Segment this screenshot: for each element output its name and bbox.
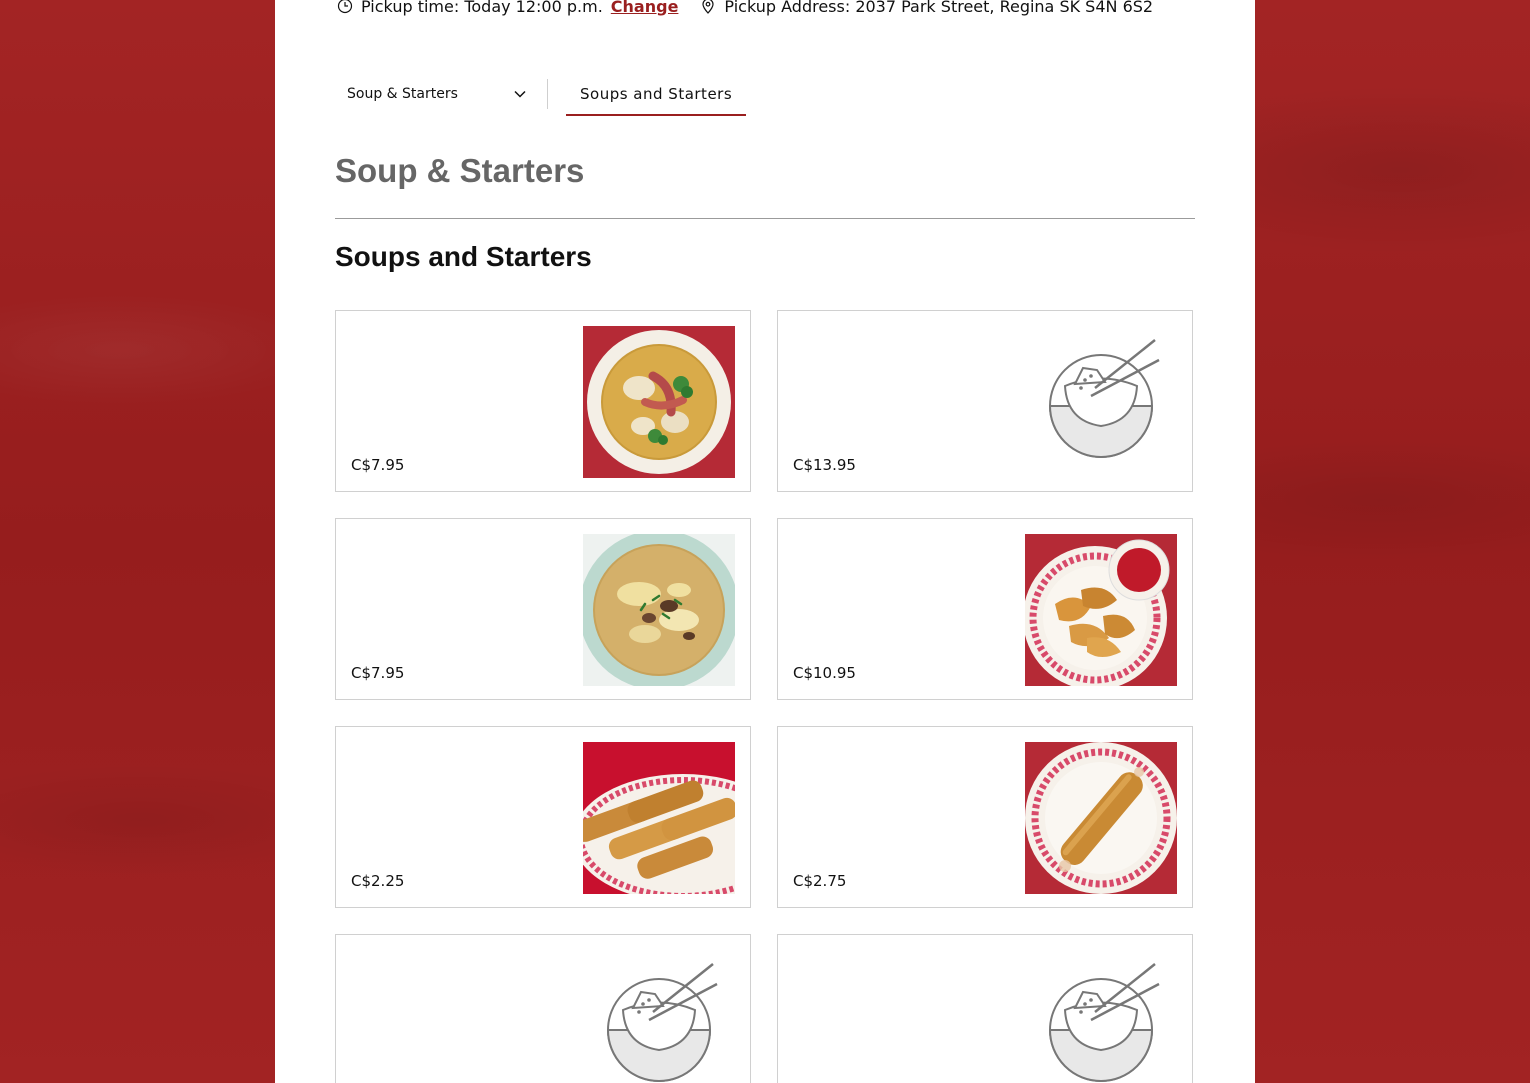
change-pickup-link[interactable]: Change xyxy=(610,0,679,16)
item-price: C$7.95 xyxy=(351,456,405,474)
menu-item-card[interactable] xyxy=(777,518,1193,700)
menu-select-dropdown[interactable] xyxy=(335,74,539,114)
menu-select-label: Soup & Starters xyxy=(347,86,458,102)
item-price: C$2.75 xyxy=(793,872,847,890)
spring-roll-photo xyxy=(1025,742,1177,894)
pickup-address-text: Pickup Address: 2037 Park Street, Regina SK S4N 6S2 xyxy=(724,0,1154,16)
item-price: C$2.25 xyxy=(351,872,405,890)
menu-item-card[interactable] xyxy=(335,310,751,492)
menu-item-card[interactable] xyxy=(777,726,1193,908)
menu-item-card[interactable] xyxy=(777,934,1193,1083)
egg-drop-soup-photo xyxy=(583,534,735,686)
wonton-soup-photo xyxy=(583,326,735,478)
section-title: Soups and Starters xyxy=(335,241,592,272)
fried-wonton-photo xyxy=(1025,534,1177,686)
egg-rolls-photo xyxy=(583,742,735,894)
menu-item-card[interactable] xyxy=(335,726,751,908)
menu-page xyxy=(275,0,1255,1083)
tab-soups-and-starters[interactable]: Soups and Starters xyxy=(566,74,746,114)
divider xyxy=(335,218,1195,219)
nav-divider xyxy=(547,79,548,109)
placeholder-bowl-icon xyxy=(583,950,735,1083)
location-pin-icon xyxy=(700,0,716,14)
menu-item-card[interactable] xyxy=(335,518,751,700)
pickup-time-text: Pickup time: Today 12:00 p.m. xyxy=(361,0,603,16)
menu-item-card[interactable] xyxy=(777,310,1193,492)
pickup-info-bar xyxy=(337,0,1153,18)
pickup-address xyxy=(700,0,1153,16)
clock-icon xyxy=(337,0,353,14)
chevron-down-icon xyxy=(513,87,527,101)
item-price: C$13.95 xyxy=(793,456,856,474)
item-price: C$10.95 xyxy=(793,664,856,682)
menu-title: Soup & Starters xyxy=(335,152,585,189)
placeholder-bowl-icon xyxy=(1025,950,1177,1083)
menu-item-card[interactable] xyxy=(335,934,751,1083)
item-price: C$7.95 xyxy=(351,664,405,682)
placeholder-bowl-icon xyxy=(1025,326,1177,478)
menu-navigation xyxy=(335,72,1195,116)
